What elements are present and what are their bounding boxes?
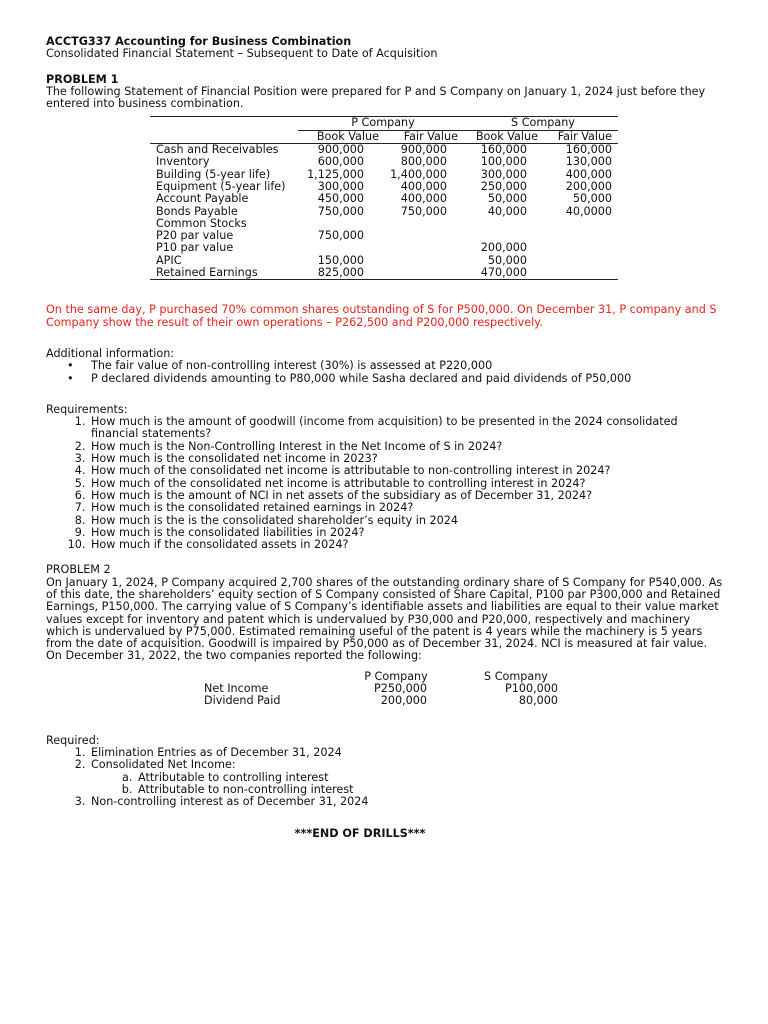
table-cell bbox=[458, 218, 538, 230]
table-row bbox=[150, 206, 618, 218]
list-item: 5. How much of the consolidated net income is attributable to controlling interest in 2024? bbox=[89, 478, 726, 490]
table-cell: 50,000 bbox=[487, 192, 527, 206]
course-title: ACCTG337 Accounting for Business Combination bbox=[46, 35, 352, 48]
table-cell: 470,000 bbox=[480, 266, 527, 280]
list-item: 1. How much is the amount of goodwill (income from acquisition) to be presented in the 2024 consolidated financial statements? bbox=[89, 416, 726, 441]
list-item: 1. Elimination Entries as of December 31, 2024 bbox=[89, 747, 726, 759]
operations-table bbox=[204, 671, 564, 711]
table-row bbox=[150, 267, 618, 279]
table-cell: 750,000 bbox=[317, 229, 364, 243]
row-label: P10 par value bbox=[156, 241, 234, 255]
table-cell: 50,000 bbox=[572, 192, 612, 206]
table-cell bbox=[379, 218, 458, 230]
row-label: Equipment (5-year life) bbox=[156, 179, 286, 193]
list-item: 10. How much if the consolidated assets in 2024? bbox=[89, 539, 726, 551]
list-item: • P declared dividends amounting to P80,000 while Sasha declared and paid dividends of P50,000 bbox=[91, 373, 726, 385]
document-page bbox=[46, 36, 726, 841]
row-label: APIC bbox=[156, 253, 182, 267]
table-cell: 50,000 bbox=[487, 253, 527, 267]
additional-info-title: Additional information: bbox=[46, 346, 175, 360]
list-item: 2. Consolidated Net Income: a. Attributable to controlling interest b. Attributable to non-controlling interest bbox=[89, 759, 726, 796]
col-header: P Company bbox=[364, 669, 428, 683]
sub-list bbox=[91, 772, 726, 797]
table-cell: 825,000 bbox=[317, 266, 364, 280]
col-header: Book Value bbox=[316, 129, 379, 143]
row-label: Inventory bbox=[156, 155, 210, 169]
list-item: 4. How much of the consolidated net income is attributable to non-controlling interest in 2024? bbox=[89, 465, 726, 477]
list-item: 3. Non-controlling interest as of December 31, 2024 bbox=[89, 796, 726, 808]
table-row bbox=[150, 193, 618, 205]
table-row: Dividend Paid 200,000 80,000 bbox=[204, 694, 558, 708]
problem1-title: PROBLEM 1 bbox=[46, 72, 119, 86]
document-subtitle: Consolidated Financial Statement – Subsequent to Date of Acquisition bbox=[46, 47, 438, 61]
table-bottom-rule bbox=[150, 279, 618, 280]
table-cell: 450,000 bbox=[317, 192, 364, 206]
list-item: 7. How much is the consolidated retained earnings in 2024? bbox=[89, 502, 726, 514]
table-cell: 750,000 bbox=[317, 204, 364, 218]
group-header-s: S Company bbox=[458, 117, 618, 130]
table-cell: 400,000 bbox=[400, 179, 447, 193]
table-cell: 150,000 bbox=[317, 253, 364, 267]
table-cell bbox=[538, 267, 618, 279]
additional-info-list bbox=[46, 360, 726, 385]
col-header: Fair Value bbox=[557, 129, 612, 143]
col-header: Book Value bbox=[475, 129, 538, 143]
table-cell: 800,000 bbox=[400, 155, 447, 169]
table-cell: 200,000 bbox=[565, 179, 612, 193]
row-label: Bonds Payable bbox=[156, 204, 238, 218]
list-item: • The fair value of non-controlling interest (30%) is assessed at P220,000 bbox=[91, 360, 726, 372]
table-row bbox=[150, 156, 618, 168]
table-cell: 250,000 bbox=[480, 179, 527, 193]
table-cell: 600,000 bbox=[317, 155, 364, 169]
list-item: 8. How much is the is the consolidated shareholder’s equity in 2024 bbox=[89, 515, 726, 527]
purchase-note: On the same day, P purchased 70% common shares outstanding of S for P500,000. On December 31, P company and S Company show the result of their own operations – P262,500 and P200,000 respectively. bbox=[46, 303, 717, 329]
problem2-body: On January 1, 2024, P Company acquired 2,700 shares of the outstanding ordinary share of S Company for P540,000. As of this date, the shareholders’ equity section of S Company consisted of Share Capital, P100 par P300,000 and Retained Earnings, P150,000. The carrying value of S Company’s identifiable assets and liabilities are equal to their value market values except for inventory and patent which is undervalued by P30,000 and P20,000, respectively and machinery which is undervalued by P75,000. Estimated remaining useful of the patent is 4 years while the machinery is 5 years from the date of acquisition. Goodwill is impaired by P50,000 as of December 31, 2024. NCI is measured at fair value. On December 31, 2022, the two companies reported the following: bbox=[46, 575, 723, 663]
table-cell: 200,000 bbox=[480, 241, 527, 255]
table-row bbox=[150, 144, 618, 157]
row-label: Common Stocks bbox=[156, 216, 247, 230]
table-cell bbox=[538, 218, 618, 230]
list-item: b. Attributable to non-controlling interest bbox=[136, 784, 726, 796]
table-cell: 160,000 bbox=[565, 143, 612, 157]
table-cell bbox=[538, 255, 618, 267]
table-cell: 300,000 bbox=[317, 179, 364, 193]
table-cell: 160,000 bbox=[480, 143, 527, 157]
row-label: P20 par value bbox=[156, 229, 234, 243]
table-cell: 40,0000 bbox=[565, 204, 612, 218]
list-item: a. Attributable to controlling interest bbox=[136, 772, 726, 784]
table-cell: 900,000 bbox=[400, 143, 447, 157]
row-label: Account Payable bbox=[156, 192, 249, 206]
row-label: Building (5-year life) bbox=[156, 167, 271, 181]
table-cell: 900,000 bbox=[317, 143, 364, 157]
table-row bbox=[150, 242, 618, 254]
row-label: Cash and Receivables bbox=[156, 143, 279, 157]
table-cell: 40,000 bbox=[487, 204, 527, 218]
table-cell: 400,000 bbox=[565, 167, 612, 181]
table-cell: 750,000 bbox=[400, 204, 447, 218]
list-item: 2. How much is the Non-Controlling Interest in the Net Income of S in 2024? bbox=[89, 441, 726, 453]
table-cell bbox=[298, 242, 379, 254]
table-cell bbox=[538, 230, 618, 242]
financial-position-rows bbox=[150, 144, 618, 280]
table-cell: 400,000 bbox=[400, 192, 447, 206]
requirements-title: Requirements: bbox=[46, 402, 128, 416]
group-header-p: P Company bbox=[298, 117, 458, 130]
table-cell: 100,000 bbox=[480, 155, 527, 169]
list-item: 3. How much is the consolidated net income in 2023? bbox=[89, 453, 726, 465]
required-list bbox=[46, 747, 726, 808]
table-cell: 1,400,000 bbox=[390, 167, 447, 181]
end-of-drills: ***END OF DRILLS*** bbox=[294, 827, 426, 841]
problem1-intro: The following Statement of Financial Position were prepared for P and S Company on January 1, 2024 just before they entered into business combination. bbox=[46, 84, 706, 111]
col-header: S Company bbox=[484, 669, 548, 683]
table-cell bbox=[379, 242, 458, 254]
requirements-list bbox=[46, 416, 726, 551]
table-cell: 1,125,000 bbox=[307, 167, 364, 181]
table-cell bbox=[379, 230, 458, 242]
problem2-title: PROBLEM 2 bbox=[46, 563, 111, 577]
table-cell bbox=[379, 255, 458, 267]
list-item: 6. How much is the amount of NCI in net assets of the subsidiary as of December 31, 2024? bbox=[89, 490, 726, 502]
table-cell bbox=[538, 242, 618, 254]
required-title: Required: bbox=[46, 733, 100, 747]
table-cell bbox=[379, 267, 458, 279]
col-header: Fair Value bbox=[403, 129, 458, 143]
table-cell: 300,000 bbox=[480, 167, 527, 181]
table-row: Net Income P250,000 P100,000 bbox=[204, 682, 558, 696]
row-label: Retained Earnings bbox=[156, 266, 258, 280]
financial-position-table bbox=[150, 116, 618, 280]
table-cell: 130,000 bbox=[565, 155, 612, 169]
list-item: 9. How much is the consolidated liabilities in 2024? bbox=[89, 527, 726, 539]
